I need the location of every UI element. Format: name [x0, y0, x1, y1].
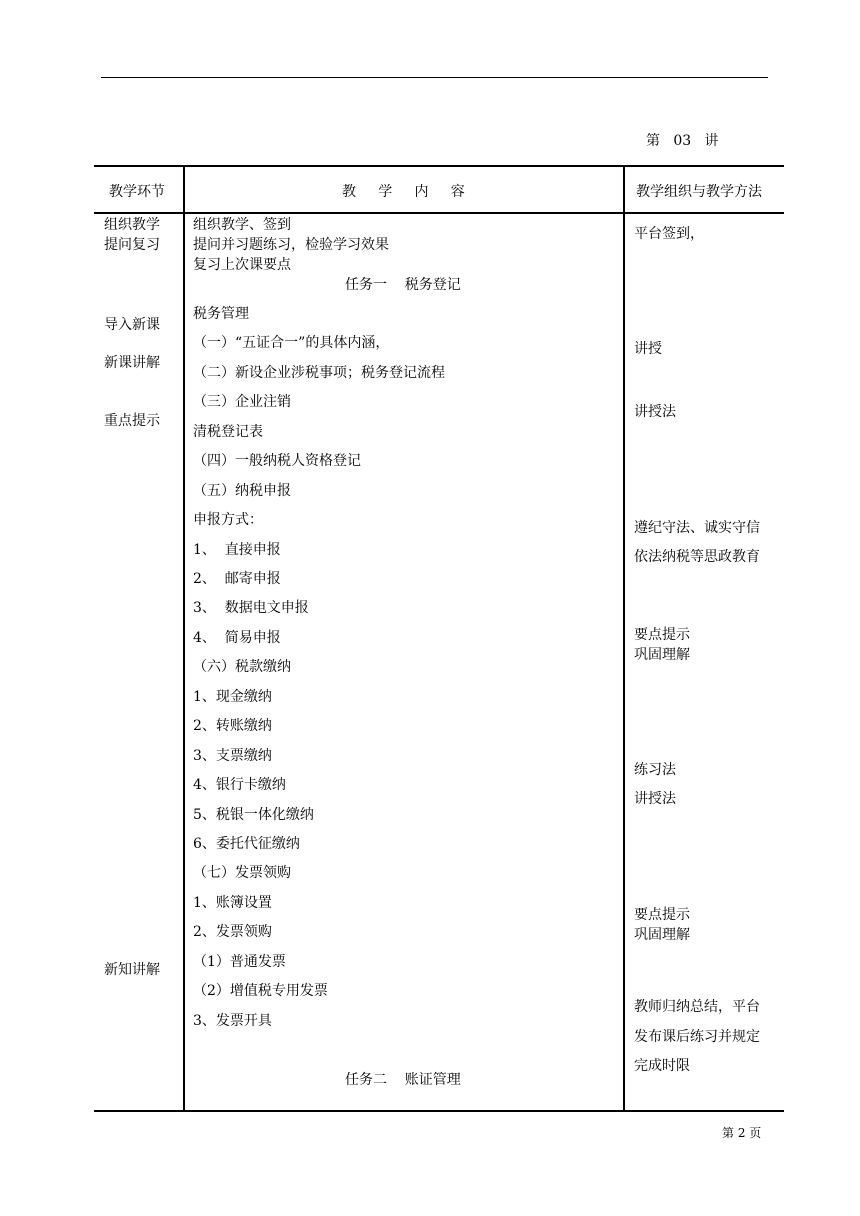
- content-line: （五）纳税申报: [193, 483, 291, 499]
- content-line: 4、银行卡缴纳: [193, 777, 286, 793]
- content-line: （六）税款缴纳: [193, 659, 291, 675]
- method-line: 巩固理解: [634, 927, 690, 943]
- task-title: 任务一 税务登记: [345, 277, 461, 293]
- stage-item: 提问复习: [104, 237, 160, 253]
- content-line: （四）一般纳税人资格登记: [193, 453, 361, 469]
- stage-item: 组织教学: [104, 217, 160, 233]
- header-teaching-content: 教 学 内 容: [342, 184, 465, 200]
- column-divider-1: [183, 165, 185, 1112]
- lecture-number: 第 03 讲: [646, 133, 719, 149]
- page-number: 第 2 页: [722, 1126, 762, 1140]
- method-line: 教师归纳总结，平台: [634, 999, 760, 1015]
- content-line: 清税登记表: [193, 424, 263, 440]
- content-line: 3、支票缴纳: [193, 748, 272, 764]
- stage-item: 导入新课: [104, 317, 160, 333]
- method-line: 遵纪守法、诚实守信: [634, 520, 760, 536]
- content-line: 组织教学、签到: [193, 217, 291, 233]
- stage-item: 新课讲解: [104, 355, 160, 371]
- table-bottom-border: [94, 1110, 784, 1112]
- content-line: 1、账簿设置: [193, 895, 272, 911]
- method-line: 巩固理解: [634, 647, 690, 663]
- table-top-border: [94, 165, 784, 167]
- content-line: 税务管理: [193, 306, 249, 322]
- content-line: 2、 邮寄申报: [193, 571, 281, 587]
- method-line: 要点提示: [634, 907, 690, 923]
- content-line: 2、转账缴纳: [193, 718, 272, 734]
- content-line: 提问并习题练习，检验学习效果: [193, 237, 389, 253]
- method-line: 依法纳税等思政教育: [634, 549, 760, 565]
- content-line: （1）普通发票: [193, 954, 286, 970]
- content-line: 2、发票领购: [193, 924, 272, 940]
- method-line: 讲授法: [634, 791, 676, 807]
- content-line: （三）企业注销: [193, 394, 291, 410]
- header-bottom-border: [94, 212, 784, 214]
- header-teaching-method: 教学组织与教学方法: [636, 184, 762, 200]
- header-rule: [101, 77, 768, 78]
- method-line: 练习法: [634, 762, 676, 778]
- content-line: 6、委托代征缴纳: [193, 836, 300, 852]
- task-title: 任务二 账证管理: [345, 1072, 461, 1088]
- content-line: 复习上次课要点: [193, 257, 291, 273]
- method-line: 要点提示: [634, 627, 690, 643]
- content-line: （七）发票领购: [193, 865, 291, 881]
- content-line: 3、发票开具: [193, 1013, 272, 1029]
- method-line: 讲授法: [634, 404, 676, 420]
- content-line: （2）增值税专用发票: [193, 983, 328, 999]
- method-line: 完成时限: [634, 1058, 690, 1074]
- content-line: 1、 直接申报: [193, 542, 281, 558]
- content-line: 申报方式：: [193, 512, 263, 528]
- content-line: 5、税银一体化缴纳: [193, 807, 314, 823]
- method-line: 讲授: [634, 341, 662, 357]
- stage-item: 重点提示: [104, 413, 160, 429]
- method-line: 平台签到，: [634, 226, 704, 242]
- column-divider-2: [623, 165, 625, 1112]
- content-line: 3、 数据电文申报: [193, 600, 309, 616]
- content-line: 1、现金缴纳: [193, 689, 272, 705]
- content-line: （二）新设企业涉税事项；税务登记流程: [193, 365, 445, 381]
- content-line: 4、 简易申报: [193, 630, 281, 646]
- method-line: 发布课后练习并规定: [634, 1029, 760, 1045]
- content-line: （一）“五证合一”的具体内涵，: [193, 335, 390, 351]
- stage-item: 新知讲解: [104, 962, 160, 978]
- header-teaching-stage: 教学环节: [109, 184, 165, 200]
